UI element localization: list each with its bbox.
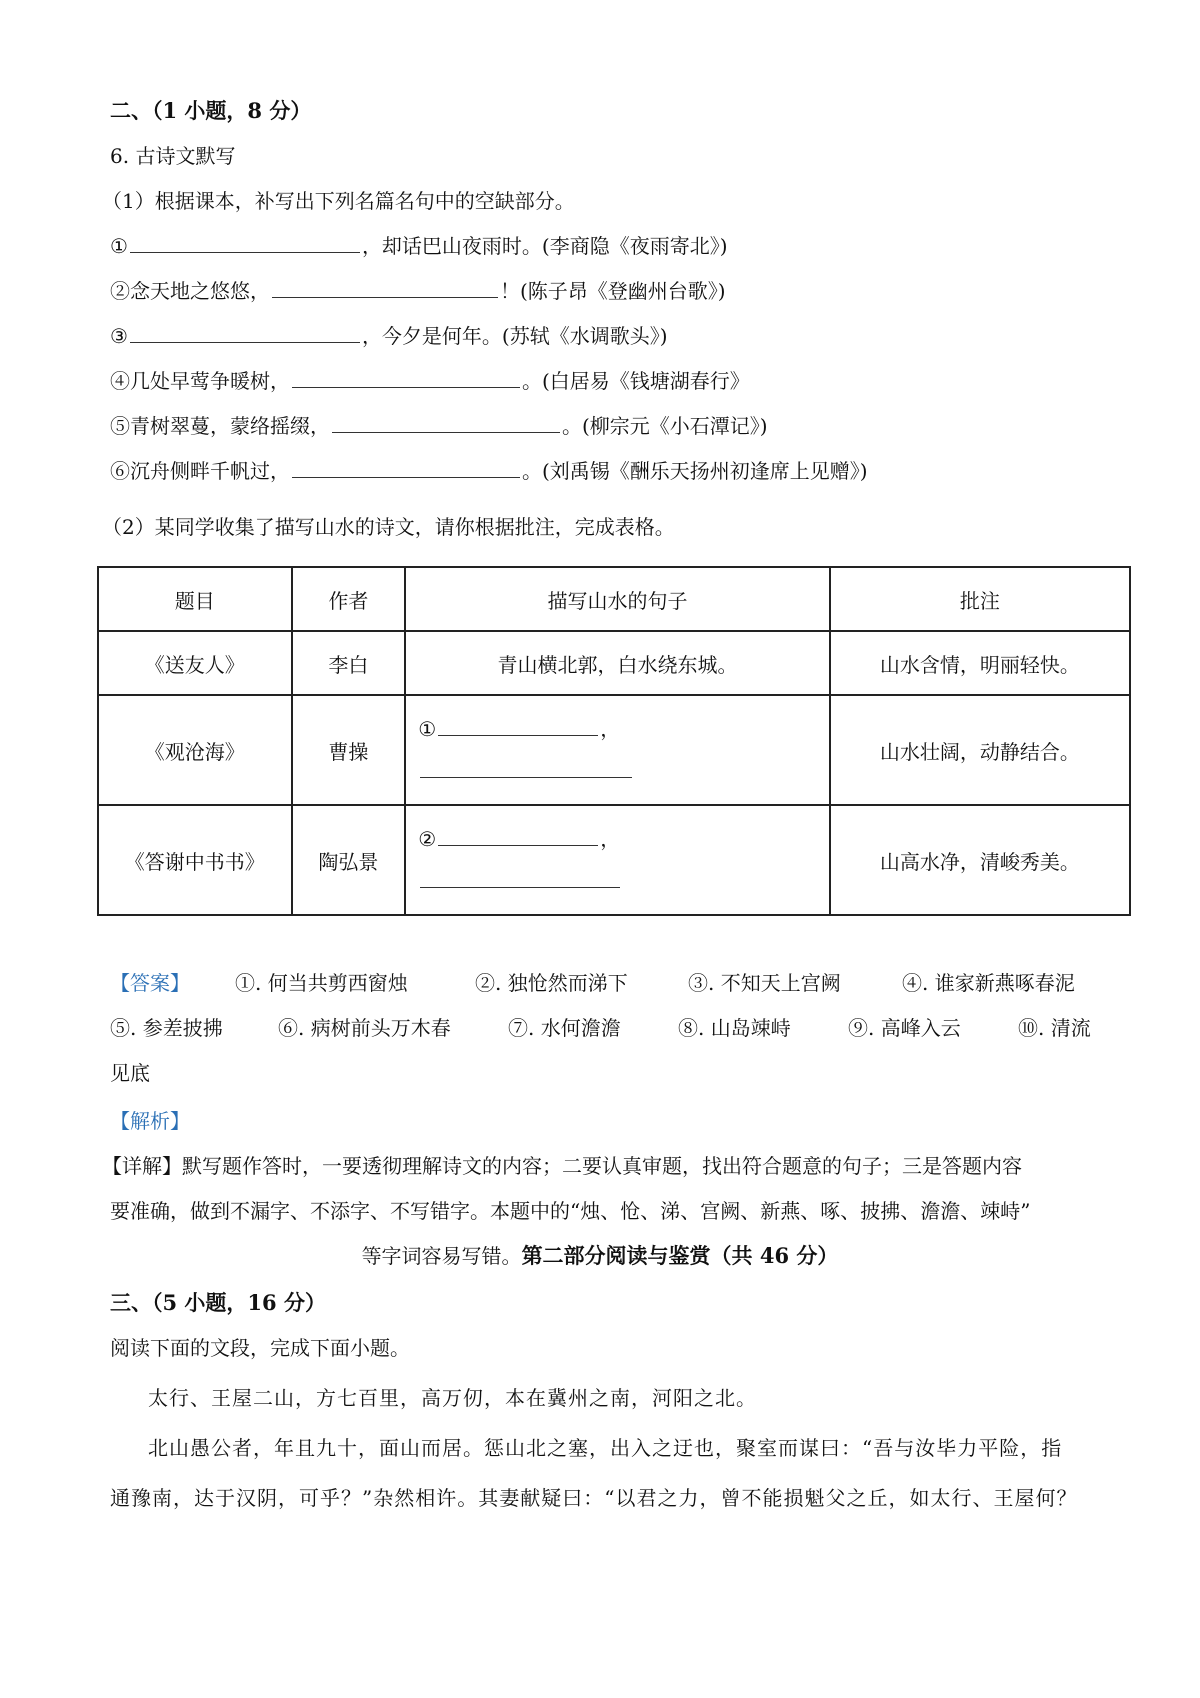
cell-author: 李白 bbox=[292, 631, 406, 695]
table-header-row bbox=[98, 567, 1130, 631]
answer-label: 【答案】 bbox=[110, 971, 190, 995]
cell-title: 《观沧海》 bbox=[98, 695, 292, 805]
cell-title: 《送友人》 bbox=[98, 631, 292, 695]
table-header: 题目 bbox=[98, 567, 292, 631]
answer-item: ②. 独怆然而涕下 bbox=[475, 971, 628, 995]
fill-line: ① ，却话巴山夜雨时。(李商隐《夜雨寄北》) bbox=[110, 234, 728, 258]
answer-item: ⑤. 参差披拂 bbox=[110, 1016, 223, 1040]
part2-prompt: （2）某同学收集了描写山水的诗文，请你根据批注，完成表格。 bbox=[102, 515, 675, 539]
cell-note: 山高水净，清峻秀美。 bbox=[830, 805, 1130, 915]
answer-row bbox=[110, 968, 1110, 998]
passage-paragraph: 通豫南，达于汉阴，可乎？”杂然相许。其妻献疑曰：“以君之力，曾不能损魁父之丘，如太行、王屋何？ bbox=[110, 1486, 1078, 1510]
cell-sentence: ① ， bbox=[405, 695, 829, 805]
answer-item: ⑦. 水何澹澹 bbox=[508, 1016, 621, 1040]
cell-note: 山水壮阔，动静结合。 bbox=[830, 695, 1130, 805]
table-header: 批注 bbox=[830, 567, 1130, 631]
answer-blank[interactable] bbox=[420, 869, 620, 888]
cell-author: 曹操 bbox=[292, 695, 406, 805]
fill-line: ⑤青树翠蔓，蒙络摇缀， 。(柳宗元《小石潭记》) bbox=[110, 414, 768, 438]
part-title: 第二部分阅读与鉴赏（共 46 分） bbox=[521, 1243, 839, 1268]
fill-line: ③ ，今夕是何年。(苏轼《水调歌头》) bbox=[110, 324, 668, 348]
answer-blank[interactable] bbox=[292, 459, 520, 478]
answer-blank[interactable] bbox=[292, 369, 520, 388]
answer-blank[interactable] bbox=[130, 324, 360, 343]
answer-blank[interactable] bbox=[420, 759, 632, 778]
answer-blank[interactable] bbox=[438, 717, 598, 736]
section-heading: 二、（1 小题，8 分） bbox=[110, 98, 312, 123]
answer-blank[interactable] bbox=[438, 827, 598, 846]
part1-prompt: （1）根据课本，补写出下列名篇名句中的空缺部分。 bbox=[102, 189, 575, 213]
answer-item: ⑥. 病树前头万木春 bbox=[278, 1016, 451, 1040]
answer-wrap: 见底 bbox=[110, 1061, 150, 1085]
passage-paragraph: 太行、王屋二山，方七百里，高万仞，本在冀州之南，河阳之北。 bbox=[148, 1386, 757, 1410]
section-heading: 三、（5 小题，16 分） bbox=[110, 1290, 326, 1315]
answer-blank[interactable] bbox=[130, 234, 360, 253]
answer-blank[interactable] bbox=[332, 414, 560, 433]
answer-item: ⑩. 清流 bbox=[1018, 1016, 1091, 1040]
cell-title: 《答谢中书书》 bbox=[98, 805, 292, 915]
question-title: 6. 古诗文默写 bbox=[110, 144, 236, 168]
answer-item: ④. 谁家新燕啄春泥 bbox=[902, 971, 1075, 995]
table-row bbox=[98, 695, 1130, 805]
detail-line: 等字词容易写错。第二部分阅读与鉴赏（共 46 分） bbox=[361, 1243, 839, 1268]
table-row bbox=[98, 631, 1130, 695]
table-header: 作者 bbox=[292, 567, 406, 631]
detail-line: 要准确，做到不漏字、不添字、不写错字。本题中的“烛、怆、涕、宫阙、新燕、啄、披拂、澹澹、竦峙” bbox=[110, 1199, 1031, 1223]
cell-sentence: 青山横北郭，白水绕东城。 bbox=[405, 631, 829, 695]
cell-note: 山水含情，明丽轻快。 bbox=[830, 631, 1130, 695]
table-header: 描写山水的句子 bbox=[405, 567, 829, 631]
analysis-label: 【解析】 bbox=[110, 1109, 190, 1133]
answer-row bbox=[110, 1013, 1110, 1043]
answer-blank[interactable] bbox=[272, 279, 498, 298]
fill-line: ⑥沉舟侧畔千帆过， 。(刘禹锡《酬乐天扬州初逢席上见赠》) bbox=[110, 459, 868, 483]
poetry-table bbox=[97, 566, 1131, 916]
fill-line: ④几处早莺争暖树， 。(白居易《钱塘湖春行》 bbox=[110, 369, 750, 393]
answer-item: ③. 不知天上宫阙 bbox=[688, 971, 841, 995]
answer-item: ①. 何当共剪西窗烛 bbox=[235, 971, 408, 995]
cell-sentence: ② ， bbox=[405, 805, 829, 915]
passage-paragraph: 北山愚公者，年且九十，面山而居。惩山北之塞，出入之迂也，聚室而谋曰：“吾与汝毕力平险，指 bbox=[148, 1436, 1063, 1460]
instruction: 阅读下面的文段，完成下面小题。 bbox=[110, 1336, 410, 1360]
answer-item: ⑨. 高峰入云 bbox=[848, 1016, 961, 1040]
fill-line: ②念天地之悠悠， ！(陈子昂《登幽州台歌》) bbox=[110, 279, 726, 303]
detail-line: 【详解】默写题作答时，一要透彻理解诗文的内容；二要认真审题，找出符合题意的句子；三是答题内容 bbox=[102, 1154, 1022, 1178]
answer-item: ⑧. 山岛竦峙 bbox=[678, 1016, 791, 1040]
table-row bbox=[98, 805, 1130, 915]
cell-author: 陶弘景 bbox=[292, 805, 406, 915]
